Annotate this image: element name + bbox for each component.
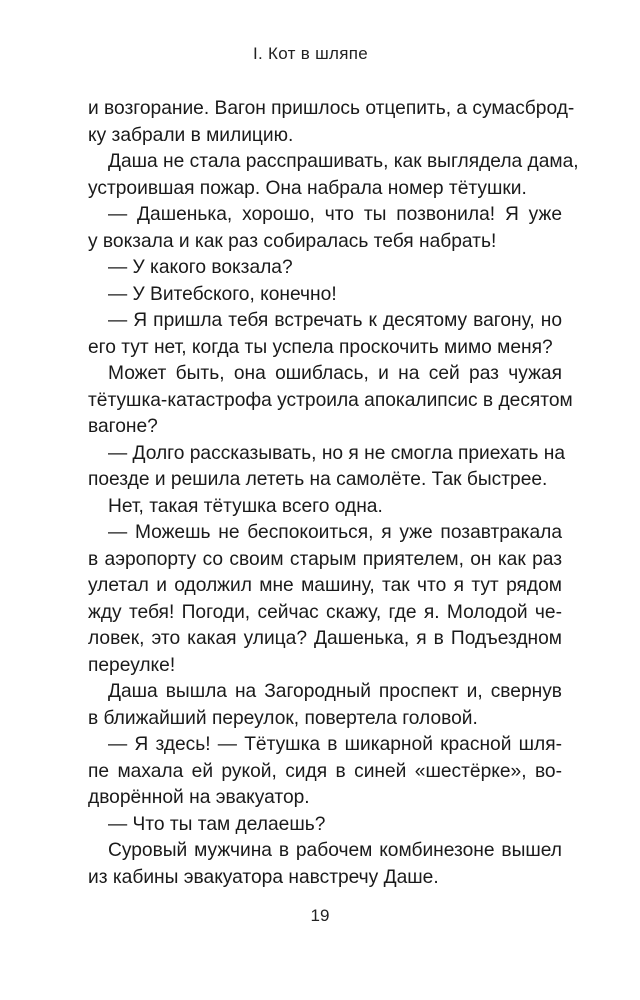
body-text (88, 96, 579, 891)
text-line: его тут нет, когда ты успела проскочить мимо меня? (88, 336, 553, 358)
text-line: Нет, такая тётушка всего одна. (108, 495, 383, 517)
text-line: в ближайший переулок, повертела головой. (88, 707, 478, 729)
text-line: Может быть, она ошиблась, и на сей раз чужая (108, 363, 562, 384)
text-line: улетал и одолжил мне машину, так что я тут рядом (88, 575, 562, 596)
text-line: — Я здесь! — Тётушка в шикарной красной шля- (108, 734, 562, 755)
text-line: в аэропорту со своим старым приятелем, он как раз (88, 548, 562, 570)
text-line: и возгорание. Вагон пришлось отцепить, а сумасброд- (88, 98, 575, 119)
text-line: переулке! (88, 654, 176, 676)
text-line: из кабины эвакуатора навстречу Даше. (88, 866, 439, 888)
text-line: ку забрали в милицию. (88, 124, 294, 146)
text-line: — Дашенька, хорошо, что ты позвонила! Я уже (108, 204, 562, 225)
text-line: — У Витебского, конечно! (108, 283, 337, 305)
text-line: Даша не стала расспрашивать, как выглядела дама, (108, 151, 579, 172)
text-line: Даша вышла на Загородный проспект и, свернув (108, 681, 562, 702)
text-line: у вокзала и как раз собиралась тебя набрать! (88, 230, 497, 252)
text-line: — Я пришла тебя встречать к десятому вагону, но (108, 310, 562, 331)
text-line: Суровый мужчина в рабочем комбинезоне вышел (108, 840, 562, 861)
text-line: пе махала ей рукой, сидя в синей «шестёрке», во- (88, 760, 562, 782)
text-line: вагоне? (88, 416, 158, 437)
text-line: — У какого вокзала? (108, 257, 293, 278)
page-number: 19 (310, 906, 330, 925)
text-line: поезде и решила лететь на самолёте. Так быстрее. (88, 469, 548, 490)
text-line: жду тебя! Погоди, сейчас скажу, где я. Молодой че- (88, 601, 562, 623)
text-line: — Долго рассказывать, но я не смогла приехать на (108, 442, 566, 464)
text-line: — Можешь не беспокоиться, я уже позавтракала (108, 522, 562, 543)
text-line: устроившая пожар. Она набрала номер тётушки. (88, 177, 527, 199)
running-head-title: I. Кот в шляпе (252, 44, 368, 63)
text-line: ловек, это какая улица? Дашенька, я в Подъездном (88, 628, 562, 649)
text-line: тётушка-катастрофа устроила апокалипсис в десятом (88, 389, 573, 411)
text-line: — Что ты там делаешь? (108, 813, 326, 835)
text-line: дворённой на эвакуатор. (88, 787, 310, 808)
